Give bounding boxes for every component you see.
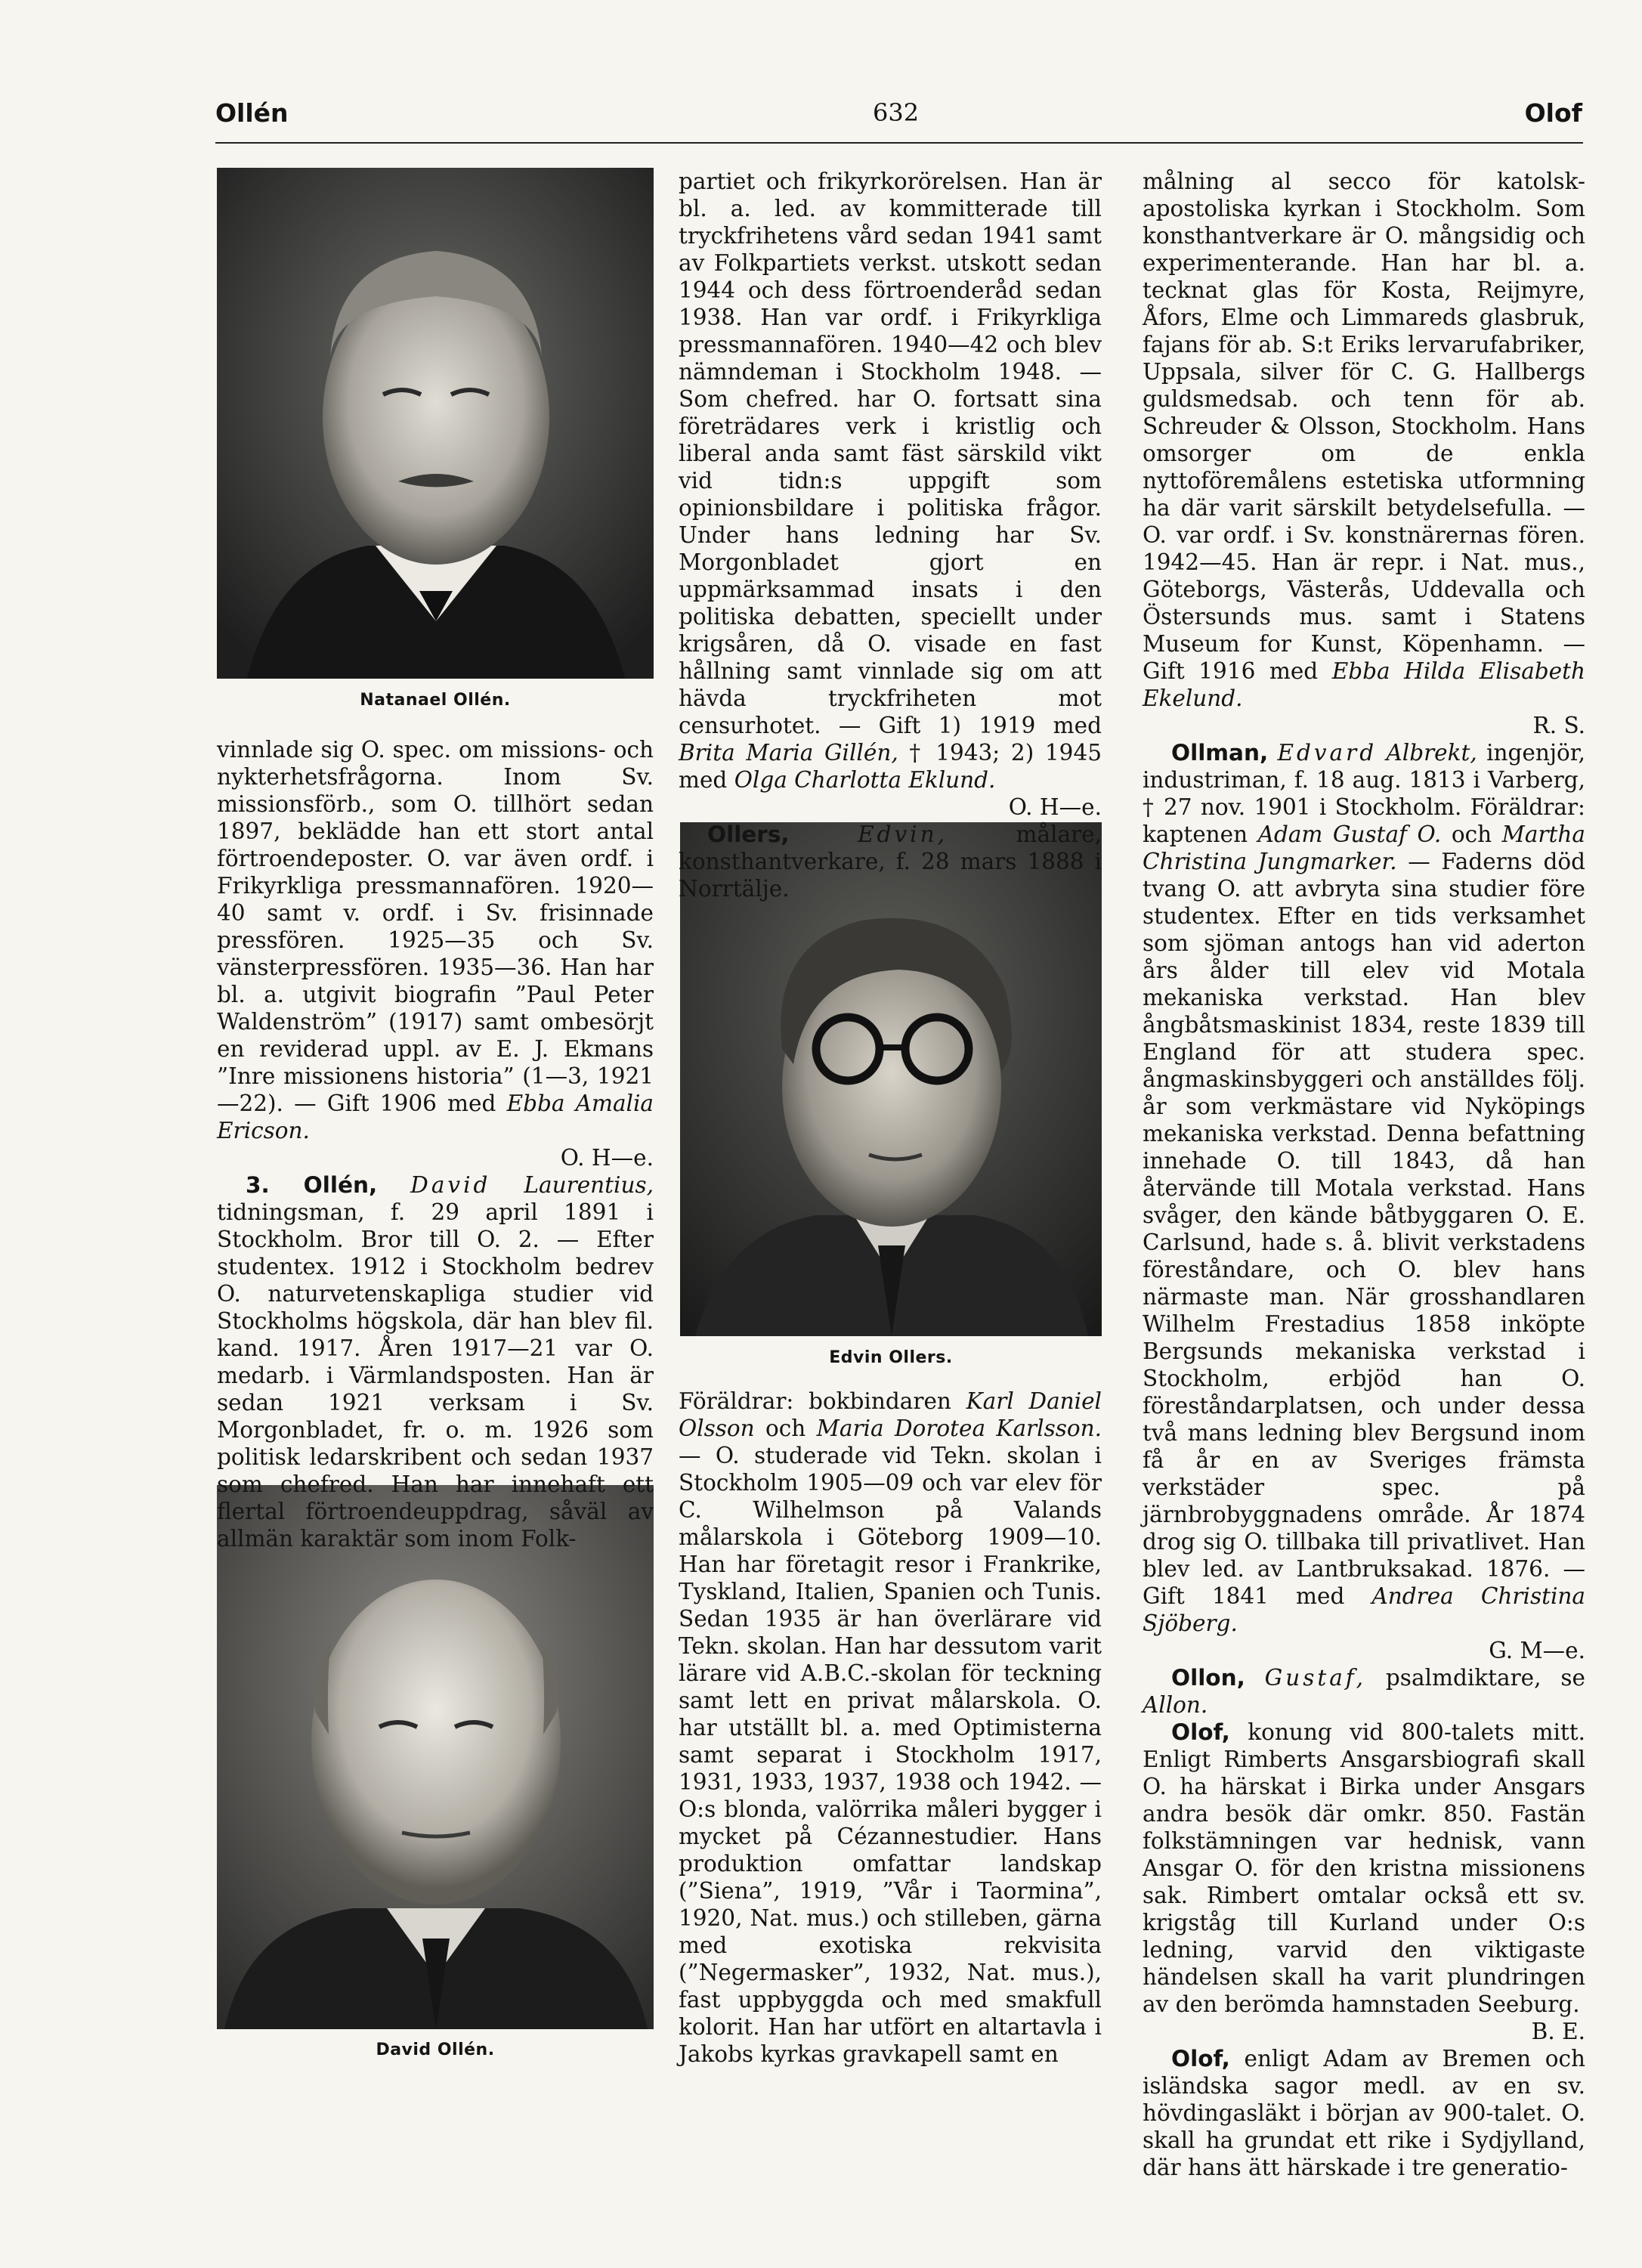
entry-edvin-ollers: Ollers, Edvin, målare, konsthantverkare, f. 28 mars 1888 i Norrtälje. xyxy=(679,821,1102,902)
entry-edvin-continued: målning al secco för katolsk-apostoliska kyrkan i Stockholm. Som konsthantverkare är O. mångsidig och experimenterande. Han har bl. a. tecknat glas för Kosta, Reijmyre, Åfors, Elme och Limmareds glasbruk, fajans för ab. S:t Eriks lervarufabriker, Uppsala, silver för C. G. Hallbergs guldsmedsab. och tenn för ab. Schreuder & Olsson, Stockholm. Hans omsorger om de enkla nyttoföremålens estetiska utformning ha där varit särskilt betydelsefulla. — O. var ordf. i Sv. konstnärernas fören. 1942—45. Han är repr. i Nat. mus., Göteborgs, Västerås, Uddevalla och Östersunds mus. samt i Statens Museum for Kunst, Köpenhamn. — Gift 1916 med Ebba Hilda Elisabeth Ekelund. xyxy=(1143,169,1585,711)
caption-david: David Ollén. xyxy=(376,2041,495,2059)
entry-edvin-continued: Föräldrar: bokbindaren Karl Daniel Olsson och Maria Dorotea Karlsson. — O. studerade vid Tekn. skolan i Stockholm 1905—09 och var elev för C. Wilhelmson på Valands målarskola i Göteborg 1909—10. Han har företagit resor i Frankrike, Tyskland, Italien, Spanien och Tunis. Sedan 1935 är han överlärare vid Tekn. skolan. Han har dessutom varit lärare vid A.B.C.-skolan för teckning samt lett en privat målarskola. O. har utställt bl. a. med Optimisterna samt separat i Stockholm 1917, 1931, 1933, 1937, 1938 och 1942. — O:s blonda, valörrika måleri bygger i mycket på Cézannestudier. Hans produktion omfattar landskap (”Siena”, 1919, ”Vår i Taormina”, 1920, Nat. mus.) och stilleben, gärna med exotiska rekvisita (”Negermasker”, 1932, Nat. mus.), fast uppbyggda och med smakfull kolorit. Han har utfört en altartavla i Jakobs kyrkas gravkapell samt en xyxy=(679,1388,1102,2067)
entry-david-ollen: 3. Ollén, David Laurentius, tidningsman, f. 29 april 1891 i Stockholm. Bror till O. 2. — Efter studentex. 1912 i Stockholm bedrev O. naturvetenskapliga studier vid Stockholms högskola, där han blev fil. kand. 1917. Åren 1917—21 var O. medarb. i Värmlandsposten. Han är sedan 1921 verksam i Sv. Morgonbladet, fr. o. m. 1926 som politisk ledarskribent och sedan 1937 som chefred. Han har innehaft ett flertal förtroendeuppdrag, såväl av allmän karaktär som inom Folk- xyxy=(217,1172,654,1552)
entry-olof-konung: Olof, konung vid 800-talets mitt. Enligt Rimberts Ansgarsbiografi skall O. ha härskat i Birka under Ansgars andra besök där omkr. 850. Fastän folkstämningen var hednisk, vann Ansgar O. för den kristna missionens sak. Rimbert omtalar också ett sv. krigståg till Kurland under O:s ledning, varvid den viktigaste händelsen skall ha varit plundringen av den berömda hamnstaden Seeburg. xyxy=(1143,1719,1585,2017)
signature: B. E. xyxy=(1531,2019,1585,2044)
column-3 xyxy=(1143,168,1585,2181)
caption-edvin: Edvin Ollers. xyxy=(829,1348,953,1367)
column-2-upper xyxy=(679,168,1102,902)
entry-olof-hovding: Olof, enligt Adam av Bremen och isländska sagor medl. av en sv. hövdingasläkt i början av 900-talet. O. skall ha grundat ett rike i Sydjylland, där hans ätt härskade i tre generatio- xyxy=(1143,2046,1585,2180)
column-1-upper xyxy=(217,736,654,1552)
entry-natanael-continued: vinnlade sig O. spec. om missions- och nykterhetsfrågorna. Inom Sv. missionsförb., som O. tillhört sedan 1897, beklädde han ett stort antal förtroendeposter. O. var även ordf. i Frikyrkliga pressmannafören. 1920—40 samt v. ordf. i Sv. frisinnade pressfören. 1925—35 och Sv. vänsterpressfören. 1935—36. Han har bl. a. utgivit biografin ”Paul Peter Waldenström” (1917) samt ombesörjt en reviderad uppl. av E. J. Ekmans ”Inre missionens historia” (1—3, 1921—22). — Gift 1906 med Ebba Amalia Ericson. xyxy=(217,737,654,1143)
signature: O. H—e. xyxy=(560,1145,654,1171)
running-head-left: Ollén xyxy=(215,98,289,128)
portrait-natanael-ollen xyxy=(217,168,654,679)
entry-david-continued: partiet och frikyrkorörelsen. Han är bl. a. led. av kommitterade till tryckfrihetens vård sedan 1941 samt av Folkpartiets verkst. utskott sedan 1944 och dess förtroenderåd sedan 1938. Han var ordf. i Frikyrkliga pressmannafören. 1940—42 och blev nämndeman i Stockholm 1948. — Som chefred. har O. fortsatt sina företrädares verk i kristlig och liberal anda samt fäst särskild vikt vid tidn:s uppgift som opinionsbildare i politiska frågor. Under hans ledning har Sv. Morgonbladet gjort en uppmärksammad insats i den politiska debatten, speciellt under krigsåren, då O. visade en fast hållning samt vinnlade sig om att hävda tryckfriheten mot censurhotet. — Gift 1) 1919 med Brita Maria Gillén, † 1943; 2) 1945 med Olga Charlotta Eklund. xyxy=(679,169,1102,793)
header-rule xyxy=(215,142,1583,144)
running-head-right: Olof xyxy=(1524,98,1582,128)
column-2-lower xyxy=(679,1388,1102,2068)
signature: G. M—e. xyxy=(1489,1638,1585,1663)
signature: R. S. xyxy=(1532,713,1585,738)
signature: O. H—e. xyxy=(1008,794,1102,820)
caption-natanael: Natanael Ollén. xyxy=(360,691,511,710)
page-number: 632 xyxy=(873,98,920,127)
entry-edvard-ollman: Ollman, Edvard Albrekt, ingenjör, industriman, f. 18 aug. 1813 i Varberg, † 27 nov. 1901 i Stockholm. Föräldrar: kaptenen Adam Gustaf O. och Martha Christina Jungmarker. — Faderns död tvang O. att avbryta sina studier före studentex. Efter en tids verksamhet som sjöman antogs han vid aderton års ålder till elev vid Motala mekaniska verkstad. Han blev ångbåtsmaskinist 1834, reste 1839 till England för att studera spec. ångmaskinsbyggeri och anställdes följ. år som verkmästare vid Nyköpings mekaniska verkstad. Denna befattning innehade O. till 1843, då han återvände till Motala verkstad. Hans svåger, den kände båtbyggaren O. E. Carlsund, hade s. å. blivit verkstadens föreståndare, och O. blev hans närmaste man. När grosshandlaren Wilhelm Frestadius 1858 inköpte Bergsunds mekaniska verkstad i Stockholm, erbjöd han O. föreståndarplatsen, och under dessa två mans ledning blev Bergsund inom få år en av Sveriges främsta verkstäder spec. på järnbrobyggnadens område. År 1874 drog sig O. tillbaka till privatlivet. Han blev led. av Lantbruksakad. 1876. — Gift 1841 med Andrea Christina Sjöberg. xyxy=(1143,740,1585,1636)
portrait-david-ollen xyxy=(217,1485,654,2029)
entry-gustaf-ollon: Ollon, Gustaf, psalmdiktare, se Allon. xyxy=(1143,1665,1585,1718)
